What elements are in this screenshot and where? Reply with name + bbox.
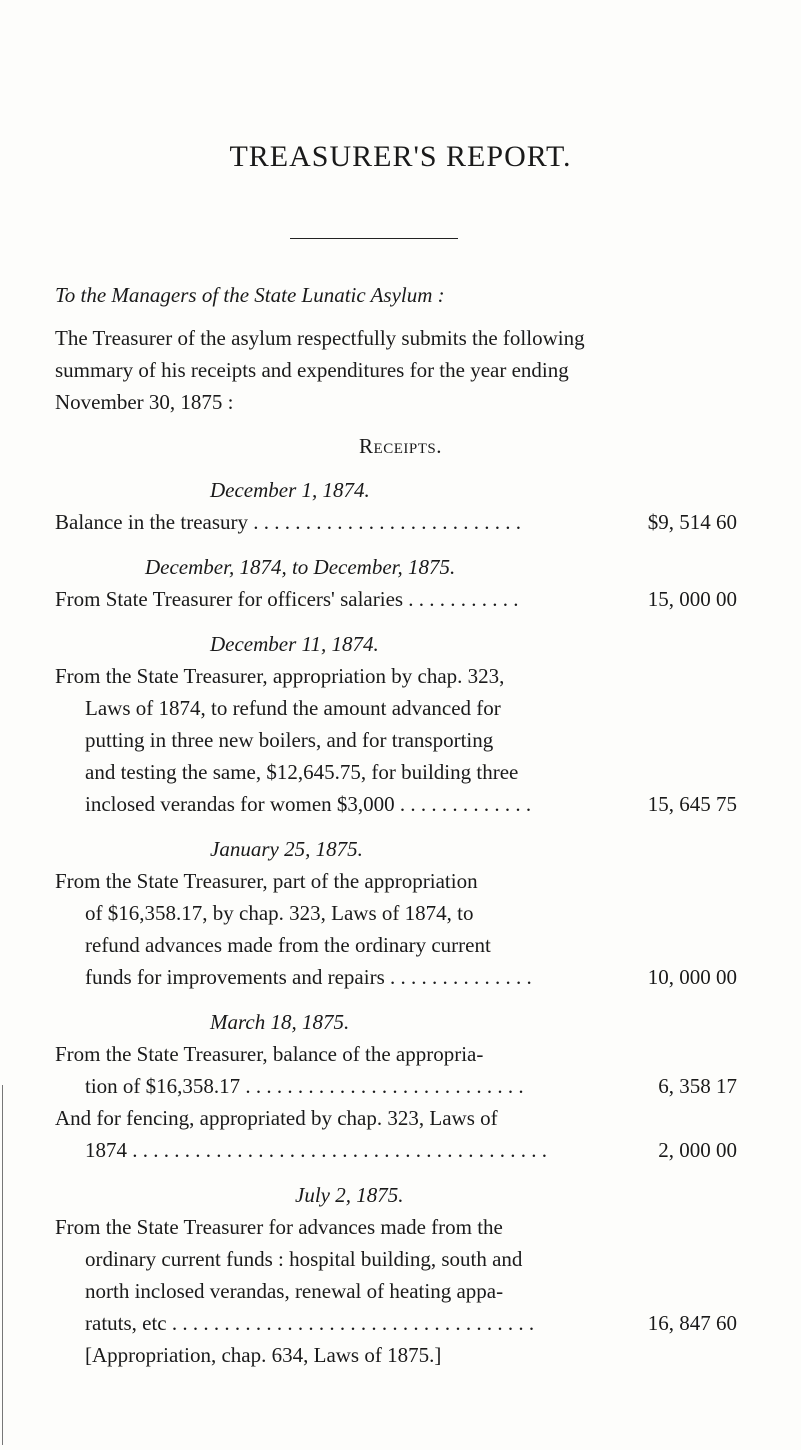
entry-line: refund advances made from the ordinary current	[85, 933, 491, 957]
entry-line: Balance in the treasury . . . . . . . . . . . . . . . . . . . . . . . . . .	[55, 510, 521, 534]
entry-line: of $16,358.17, by chap. 323, Laws of 1874, to	[85, 901, 474, 925]
intro-line: November 30, 1875 :	[55, 390, 234, 414]
entry-line: From the State Treasurer, part of the appropriation	[55, 869, 478, 893]
entry-line: tion of $16,358.17 . . . . . . . . . . . . . . . . . . . . . . . . . . .	[85, 1074, 524, 1098]
entry-amount: 6, 358 17	[658, 1074, 737, 1098]
entry-amount: $9, 514 60	[647, 510, 737, 534]
entry-date: December 11, 1874.	[210, 632, 379, 656]
entry-line: Laws of 1874, to refund the amount advanced for	[85, 696, 501, 720]
entry-date: January 25, 1875.	[210, 837, 363, 861]
entry-line: 1874 . . . . . . . . . . . . . . . . . . . . . . . . . . . . . . . . . . . . . . . .	[85, 1138, 547, 1162]
entry-amount: 15, 645 75	[647, 792, 737, 816]
entry-line: putting in three new boilers, and for transporting	[85, 728, 494, 752]
entry-line: From State Treasurer for officers' salaries . . . . . . . . . . .	[55, 587, 519, 611]
entry-line: [Appropriation, chap. 634, Laws of 1875.]	[85, 1343, 442, 1367]
entry-amount: 16, 847 60	[647, 1311, 737, 1335]
entry-amount: 15, 000 00	[647, 587, 737, 611]
receipts-heading: Receipts.	[359, 434, 442, 458]
entry-date: December 1, 1874.	[210, 478, 370, 502]
entry-line: inclosed verandas for women $3,000 . . . . . . . . . . . . .	[85, 792, 532, 816]
entry-line: From the State Treasurer, balance of the appropria-	[55, 1042, 484, 1066]
entry-line: ratuts, etc . . . . . . . . . . . . . . . . . . . . . . . . . . . . . . . . . . .	[85, 1311, 535, 1335]
entry-line: From the State Treasurer for advances made from the	[55, 1215, 503, 1239]
entry-amount: 10, 000 00	[647, 965, 737, 989]
intro-line: The Treasurer of the asylum respectfully submits the following	[55, 326, 585, 350]
entry-line: north inclosed verandas, renewal of heating appa-	[85, 1279, 504, 1303]
entry-date: July 2, 1875.	[295, 1183, 404, 1207]
title-rule	[290, 238, 458, 239]
entry-date: December, 1874, to December, 1875.	[145, 555, 456, 579]
entry-line: funds for improvements and repairs . . . . . . . . . . . . . .	[85, 965, 532, 989]
entry-line: ordinary current funds : hospital building, south and	[85, 1247, 523, 1271]
entry-line: and testing the same, $12,645.75, for building three	[85, 760, 519, 784]
scan-margin-line	[2, 1085, 3, 1445]
entry-line: From the State Treasurer, appropriation by chap. 323,	[55, 664, 505, 688]
report-title: TREASURER'S REPORT.	[229, 140, 572, 173]
address-line: To the Managers of the State Lunatic Asylum :	[55, 283, 445, 307]
entry-amount: 2, 000 00	[658, 1138, 737, 1162]
intro-line: summary of his receipts and expenditures for the year ending	[55, 358, 569, 382]
entry-line: And for fencing, appropriated by chap. 323, Laws of	[55, 1106, 498, 1130]
entry-date: March 18, 1875.	[210, 1010, 350, 1034]
